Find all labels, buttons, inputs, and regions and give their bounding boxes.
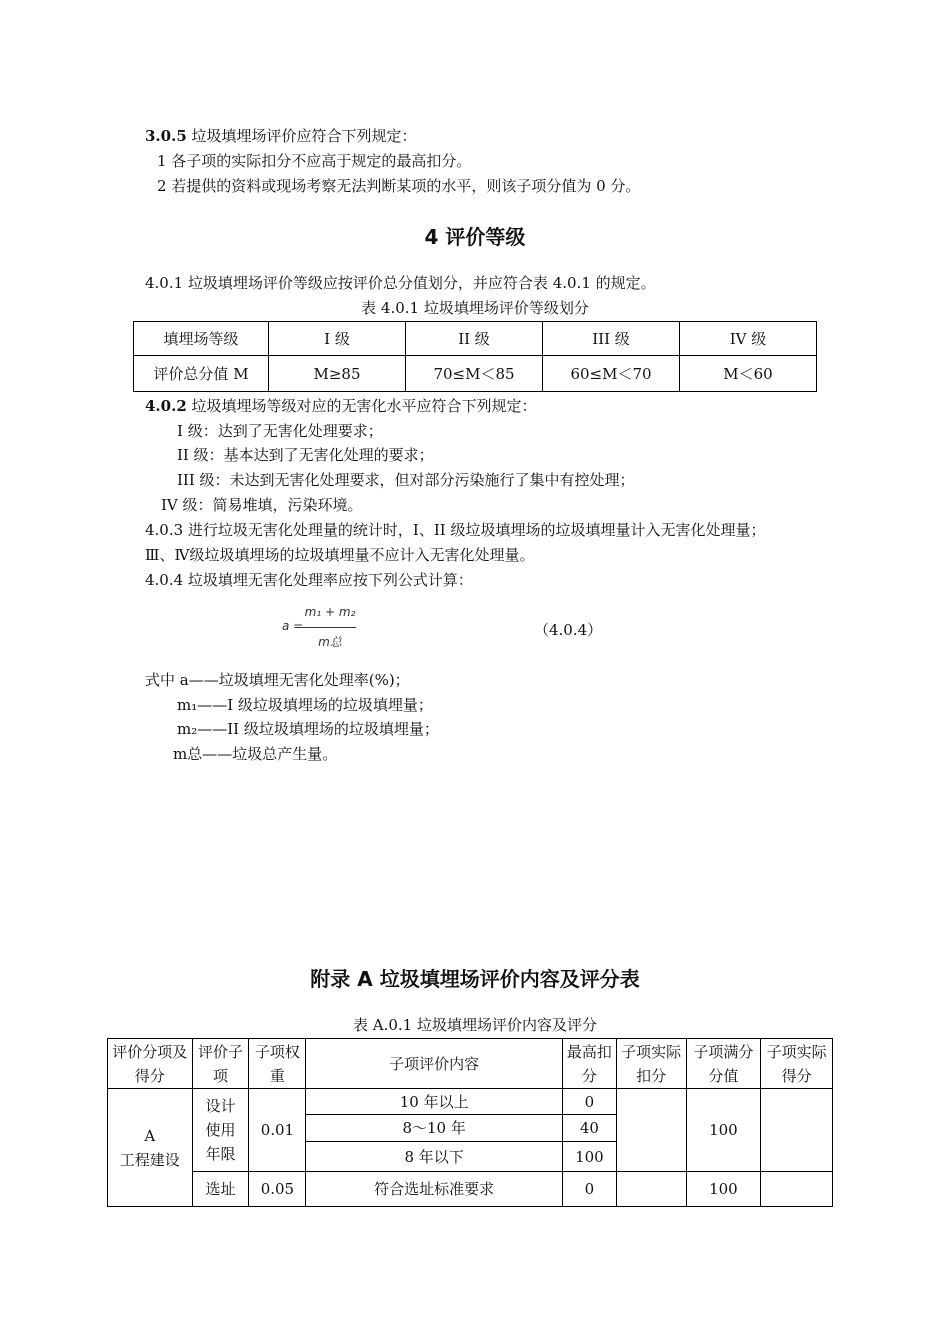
full-score-cell: 100 [686, 1089, 761, 1172]
legend-item: 式中 a——垃圾填埋无害化处理率(%)； [145, 671, 410, 689]
table-cell: 评价总分值 M [134, 356, 269, 392]
grade-item: IV 级：简易堆填，污染环境。 [161, 496, 363, 514]
clause-4-0-2 [145, 396, 537, 416]
table-cell: II 级 [406, 322, 543, 356]
max-deduction-cell: 40 [562, 1115, 616, 1142]
max-deduction-cell: 100 [562, 1142, 616, 1172]
fraction-line [302, 627, 356, 628]
header-cell: 子项评价内容 [306, 1039, 563, 1089]
header-cell: 子项满分分值 [686, 1039, 761, 1089]
table-row [134, 356, 817, 392]
grade-item: III 级：未达到无害化处理要求，但对部分污染施行了集中有控处理； [177, 471, 635, 489]
clause-number: 3.0.5 [145, 127, 187, 145]
evaluation-table [107, 1038, 833, 1207]
formula-lhs: a = [282, 619, 304, 633]
subitem-weight: 0.01 [249, 1089, 306, 1172]
table-header-row [108, 1039, 833, 1089]
header-cell: 子项实际得分 [761, 1039, 833, 1089]
header-cell: 评价分项及得分 [108, 1039, 193, 1089]
formula-denominator: m总 [318, 635, 342, 649]
clause-4-0-3-cont: Ⅲ、Ⅳ级垃圾填埋场的垃圾填埋量不应计入无害化处理量。 [145, 546, 535, 564]
legend-item: m总——垃圾总产生量。 [173, 745, 338, 763]
header-cell: 子项权重 [249, 1039, 306, 1089]
table-cell: III 级 [543, 322, 680, 356]
content-cell: 符合选址标准要求 [306, 1172, 563, 1207]
table-cell: I 级 [269, 322, 406, 356]
table-cell: IV 级 [680, 322, 817, 356]
clause-item: 2 若提供的资料或现场考察无法判断某项的水平，则该子项分值为 0 分。 [157, 177, 641, 195]
table-caption: 表 A.0.1 垃圾填埋场评价内容及评分 [353, 1016, 597, 1034]
appendix-title: 附录 A 垃圾填埋场评价内容及评分表 [310, 967, 640, 991]
subitem-weight: 0.05 [249, 1172, 306, 1207]
table-cell: 60≤M＜70 [543, 356, 680, 392]
category-cell [108, 1089, 193, 1207]
legend-item: m₂——II 级垃圾填埋场的垃圾填埋量； [177, 720, 439, 738]
max-deduction-cell: 0 [562, 1089, 616, 1115]
clause-4-0-4: 4.0.4 垃圾填埋无害化处理率应按下列公式计算： [145, 571, 473, 589]
table-cell: 填埋场等级 [134, 322, 269, 356]
table-row [108, 1089, 833, 1115]
actual-deduction-cell [616, 1172, 686, 1207]
table-row [108, 1172, 833, 1207]
clause-4-0-1: 4.0.1 垃圾填埋场评价等级应按评价总分值划分，并应符合表 4.0.1 的规定。 [145, 274, 656, 292]
formula-numerator: m₁ + m₂ [304, 605, 356, 619]
category-name: 工程建设 [119, 1150, 180, 1169]
chapter-title: 4 评价等级 [424, 225, 526, 249]
actual-score-cell [761, 1172, 833, 1207]
legend-item: m₁——I 级垃圾填埋场的垃圾填埋量； [177, 696, 433, 714]
formula-number: （4.0.4） [534, 621, 603, 639]
grade-item: I 级：达到了无害化处理要求； [177, 422, 383, 440]
content-cell: 10 年以上 [306, 1089, 563, 1115]
header-cell: 评价子项 [192, 1039, 249, 1089]
content-cell: 8～10 年 [306, 1115, 563, 1142]
content-cell: 8 年以下 [306, 1142, 563, 1172]
category-code: A [144, 1126, 156, 1145]
grade-item: II 级：基本达到了无害化处理的要求； [177, 446, 434, 464]
actual-score-cell [761, 1089, 833, 1172]
actual-deduction-cell [616, 1089, 686, 1172]
header-cell: 子项实际扣分 [616, 1039, 686, 1089]
table-cell: M＜60 [680, 356, 817, 392]
table-row [134, 322, 817, 356]
subitem-name: 选址 [192, 1172, 249, 1207]
table-cell: M≥85 [269, 356, 406, 392]
max-deduction-cell: 0 [562, 1172, 616, 1207]
subitem-name: 设计使用年限 [192, 1089, 249, 1172]
clause-item: 1 各子项的实际扣分不应高于规定的最高扣分。 [157, 152, 472, 170]
table-cell: 70≤M＜85 [406, 356, 543, 392]
full-score-cell: 100 [686, 1172, 761, 1207]
header-cell: 最高扣分 [562, 1039, 616, 1089]
table-caption: 表 4.0.1 垃圾填埋场评价等级划分 [361, 299, 589, 317]
clause-number: 4.0.2 [145, 397, 187, 415]
clause-text: 垃圾填埋场评价应符合下列规定： [191, 127, 417, 145]
grade-table [133, 321, 817, 392]
clause-3-0-5 [145, 126, 417, 146]
clause-4-0-3: 4.0.3 进行垃圾无害化处理量的统计时，I、II 级垃圾填埋场的垃圾填埋量计入无害化处理量； [145, 521, 766, 539]
clause-text: 垃圾填埋场等级对应的无害化水平应符合下列规定： [191, 397, 537, 415]
